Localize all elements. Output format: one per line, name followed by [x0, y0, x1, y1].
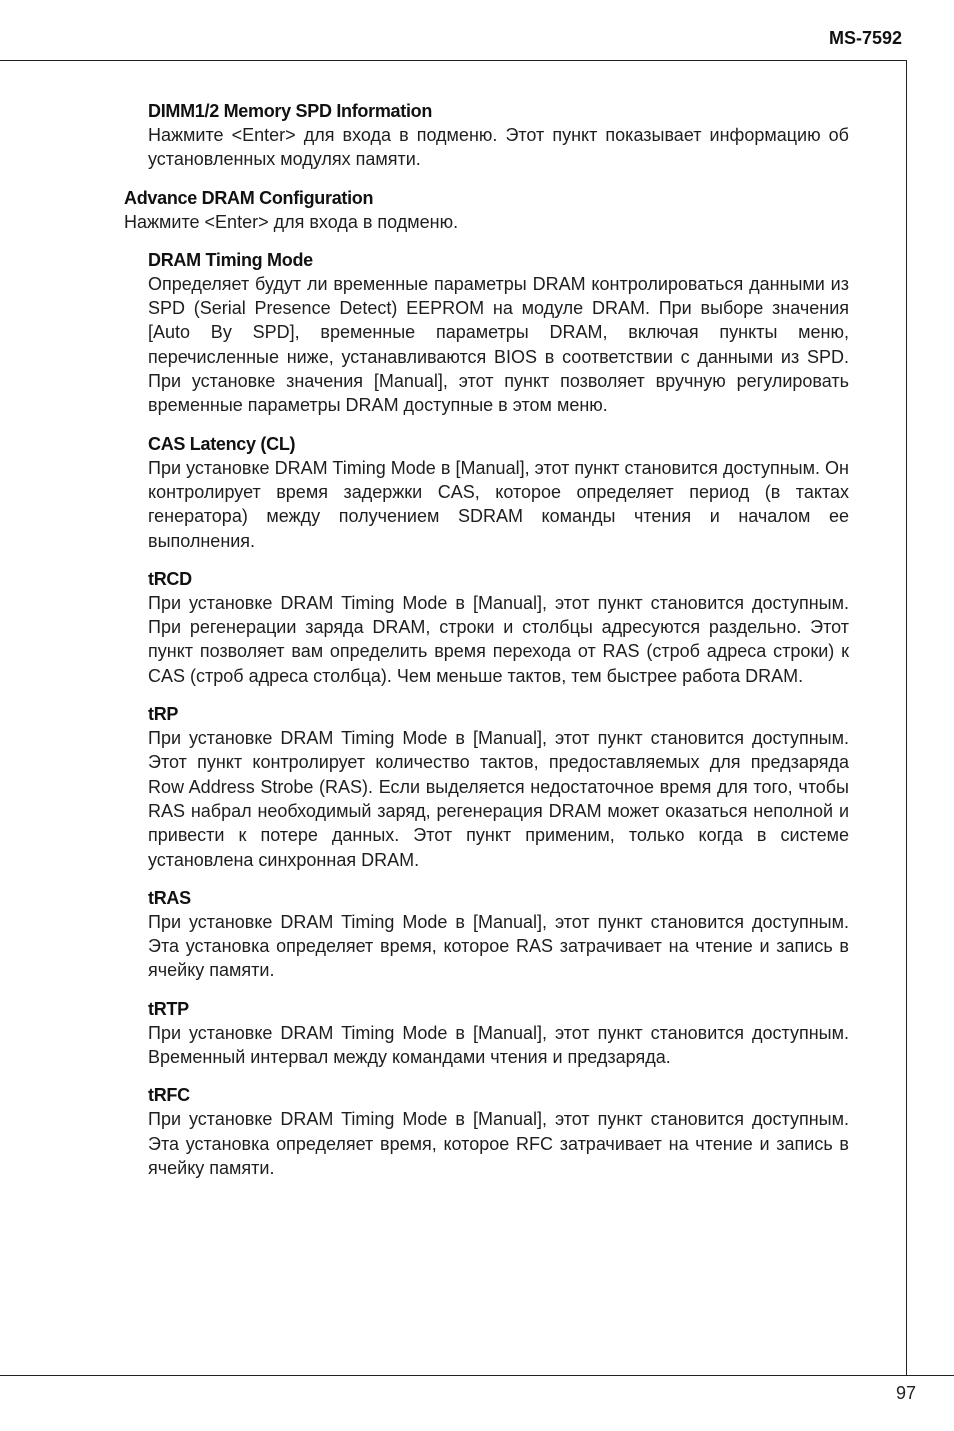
page-number: 97: [895, 1383, 916, 1403]
section-advance-dram-config: [124, 186, 849, 234]
section-text: При установке DRAM Timing Mode в [Manual], этот пункт становится доступным. Этот пункт контролирует количество тактов, предоставляемых для предзаряда Row Address Strobe (RAS). Если выделяется недостаточное время для того, чтобы RAS набрал необходимый заряд, регенерация DRAM может оказаться неполной и привести к потере данных. Этот пункт применим, только когда в системе установлена синхронная DRAM.: [148, 728, 849, 870]
section-trp: [148, 702, 849, 872]
section-title: DRAM Timing Mode: [148, 249, 313, 270]
section-title: CAS Latency (CL): [148, 433, 296, 454]
section-cas-latency: [148, 432, 849, 553]
section-text: При установке DRAM Timing Mode в [Manual], этот пункт становится доступным. Эта установка определяет время, которое RAS затрачивает на чтение и запись в ячейку памяти.: [148, 911, 849, 981]
section-title: Advance DRAM Configuration: [124, 187, 374, 208]
section-title: tRP: [148, 704, 179, 725]
section-title: tRAS: [148, 887, 191, 908]
section-dimm-spd-info: [148, 99, 849, 172]
section-text: Нажмите <Enter> для входа в подменю.: [124, 211, 459, 232]
footer-rule: [0, 1375, 954, 1376]
header-rule: [0, 60, 907, 61]
section-trfc: [148, 1083, 849, 1180]
section-title: tRCD: [148, 568, 192, 589]
section-tras: [148, 886, 849, 983]
section-dram-timing-mode: [148, 248, 849, 418]
page-content: [124, 99, 849, 1194]
section-title: DIMM1/2 Memory SPD Information: [148, 101, 433, 121]
section-text: При установке DRAM Timing Mode в [Manual], этот пункт становится доступным. Временный интервал между командами чтения и предзаряда.: [148, 1022, 849, 1068]
section-trcd: [148, 567, 849, 688]
section-title: tRTP: [148, 998, 189, 1019]
model-number: MS-7592: [828, 28, 902, 48]
section-text: При установке DRAM Timing Mode в [Manual], этот пункт становится доступным. Эта установка определяет время, которое RFC затрачивает на чтение и запись в ячейку памяти.: [148, 1109, 849, 1178]
section-text: При установке DRAM Timing Mode в [Manual], этот пункт становится доступным. При регенерации заряда DRAM, строки и столбцы адресуются раздельно. Этот пункт позволяет вам определить время перехода от RAS (строб адреса строки) к CAS (строб адреса столбца). Чем меньше тактов, тем быстрее работа DRAM.: [148, 592, 849, 686]
section-text: Нажмите <Enter> для входа в подменю. Этот пункт показывает информацию об установленных модулях памяти.: [148, 125, 849, 170]
section-trtp: [148, 997, 849, 1070]
side-rule: [906, 60, 907, 1376]
section-title: tRFC: [148, 1085, 190, 1106]
section-text: При установке DRAM Timing Mode в [Manual], этот пункт становится доступным. Он контролирует время задержки CAS, которое определяет период (в тактах генератора) между получением SDRAM команды чтения и началом ее выполнения.: [148, 457, 849, 551]
section-text: Определяет будут ли временные параметры DRAM контролироваться данными из SPD (Serial Presence Detect) EEPROM на модуле DRAM. При выборе значения [Auto By SPD], временные параметры DRAM, включая пункты меню, перечисленные ниже, устанавливаются BIOS в соответствии с данными из SPD. При установке значения [Manual], этот пункт позволяет вручную регулировать временные параметры DRAM доступные в этом меню.: [148, 273, 849, 416]
